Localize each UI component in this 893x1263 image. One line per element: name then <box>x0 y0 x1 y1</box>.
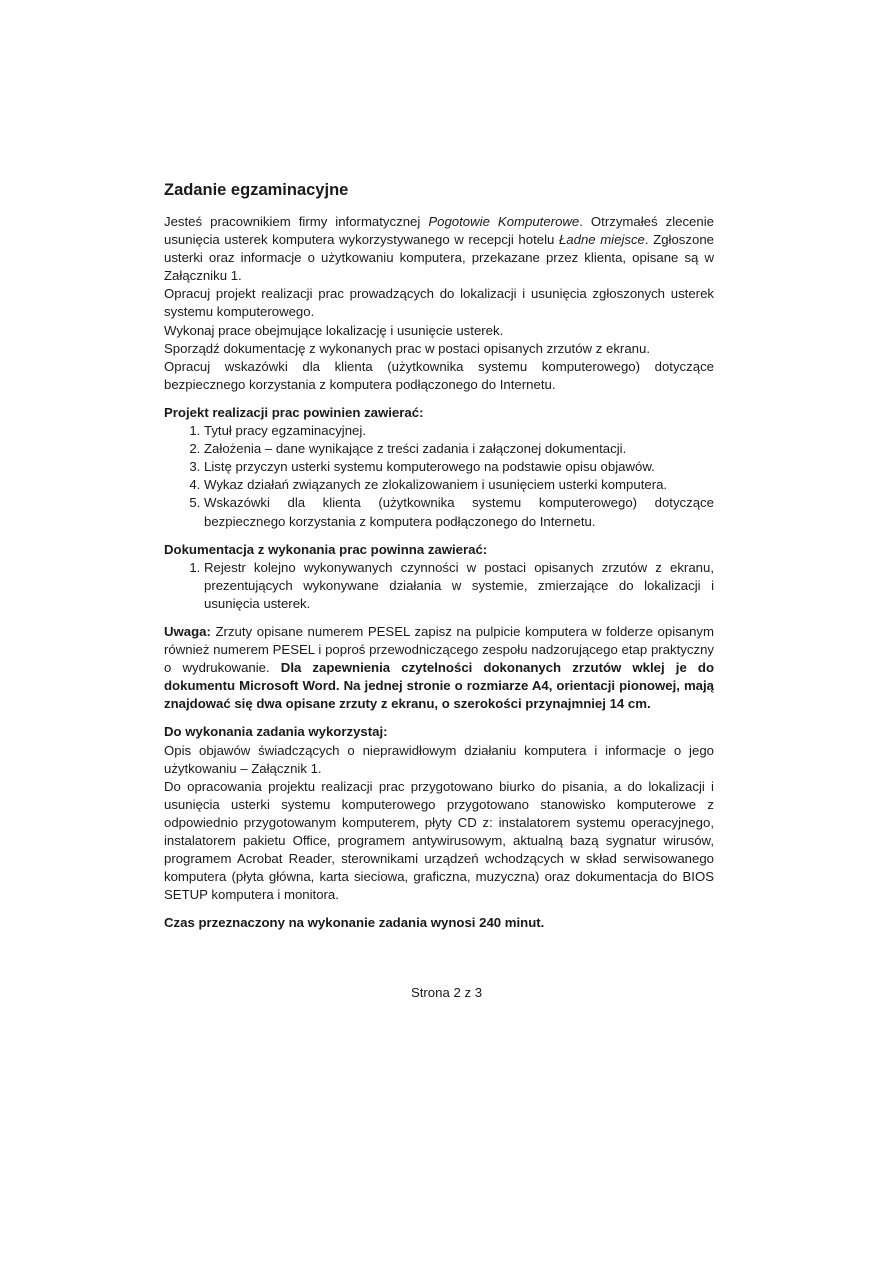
intro-paragraph-5: Opracuj wskazówki dla klienta (użytkownika systemu komputerowego) dotyczące bezpiecznego korzystania z komputera podłączonego do Internetu. <box>164 358 714 392</box>
list-item: 4. Wykaz działań związanych ze zlokalizowaniem i usunięciem usterki komputera. <box>204 476 714 494</box>
list-item: 3. Listę przyczyn usterki systemu komputerowego na podstawie opisu objawów. <box>204 458 714 476</box>
company-name: Pogotowie Komputerowe <box>428 214 580 229</box>
list-item: 1. Rejestr kolejno wykonywanych czynności w postaci opisanych zrzutów z ekranu, prezentujących wykonywane działania w systemie, zmierzające do lokalizacji i usunięcia usterek. <box>204 559 714 613</box>
resources-paragraph-2: Do opracowania projektu realizacji prac przygotowano biurko do pisania, a do lokalizacji i usunięcia usterki systemu komputerowego przygotowano stanowisko komputerowe z odpowiednio przygotowanym komputerem, płyty CD z: instalatorem systemu operacyjnego, instalatorem pakietu Office, programem antywirusowym, aktualną bazą sygnatur wirusów, programem Acrobat Reader, sterownikami urządzeń wchodzących w skład serwisowanego komputera (płyta główna, karta sieciowa, graficzna, muzyczna) oraz dokumentacja do BIOS SETUP komputera i monitora. <box>164 778 714 903</box>
document-body <box>164 180 714 932</box>
page-title: Zadanie egzaminacyjne <box>164 181 349 199</box>
time-statement: Czas przeznaczony na wykonanie zadania wynosi 240 minut. <box>164 915 545 931</box>
page-number: Strona 2 z 3 <box>410 985 483 1000</box>
intro-text: Jesteś pracownikiem firmy informatycznej <box>164 214 429 229</box>
project-list <box>164 422 714 531</box>
note-text: Zrzuty opisane numerem PESEL zapisz na pulpicie komputera w folderze opisanym również numerem PESEL i poproś przewodniczącego zespołu nadzorującego etap praktyczny o wydrukowanie. <box>164 623 714 676</box>
note-paragraph <box>164 623 714 713</box>
intro-paragraph-2: Opracuj projekt realizacji prac prowadzących do lokalizacji i usunięcia zgłoszonych usterek systemu komputerowego. <box>164 286 714 320</box>
intro-text: . Otrzymałeś zlecenie usunięcia usterek komputera wykorzystywanego w recepcji hotelu <box>164 214 714 248</box>
list-item: 2. Założenia – dane wynikające z treści zadania i załączonej dokumentacji. <box>204 440 714 458</box>
intro-paragraph-3: Wykonaj prace obejmujące lokalizację i usunięcie usterek. <box>164 322 504 338</box>
list-item: 5. Wskazówki dla klienta (użytkownika systemu komputerowego) dotyczące bezpiecznego korzystania z komputera podłączonego do Internetu. <box>204 494 714 530</box>
hotel-name: Ładne miejsce <box>558 232 645 248</box>
documentation-list <box>164 559 714 613</box>
intro-text: . Zgłoszone usterki oraz informacje o użytkowaniu komputera, przekazane przez klienta, opisane są w Załączniku 1. <box>164 232 714 284</box>
note-bold-text: Dla zapewnienia czytelności dokonanych zrzutów wklej je do dokumentu Microsoft Word. Na jednej stronie o rozmiarze A4, orientacji pionowej, mają znajdować się dwa opisane zrzuty z ekranu, o szerokości przynajmniej 14 cm. <box>164 660 715 712</box>
resources-paragraph-1: Opis objawów świadczących o nieprawidłowym działaniu komputera i informacje o jego użytkowaniu – Załącznik 1. <box>164 742 714 776</box>
resources-heading: Do wykonania zadania wykorzystaj: <box>164 724 388 740</box>
project-heading: Projekt realizacji prac powinien zawierać: <box>164 404 424 420</box>
documentation-heading: Dokumentacja z wykonania prac powinna zawierać: <box>164 541 488 557</box>
intro-paragraph-1 <box>164 213 714 285</box>
note-label: Uwaga: <box>164 623 211 639</box>
list-item: 1. Tytuł pracy egzaminacyjnej. <box>204 422 714 440</box>
intro-paragraph-4: Sporządź dokumentację z wykonanych prac w postaci opisanych zrzutów z ekranu. <box>164 340 650 356</box>
